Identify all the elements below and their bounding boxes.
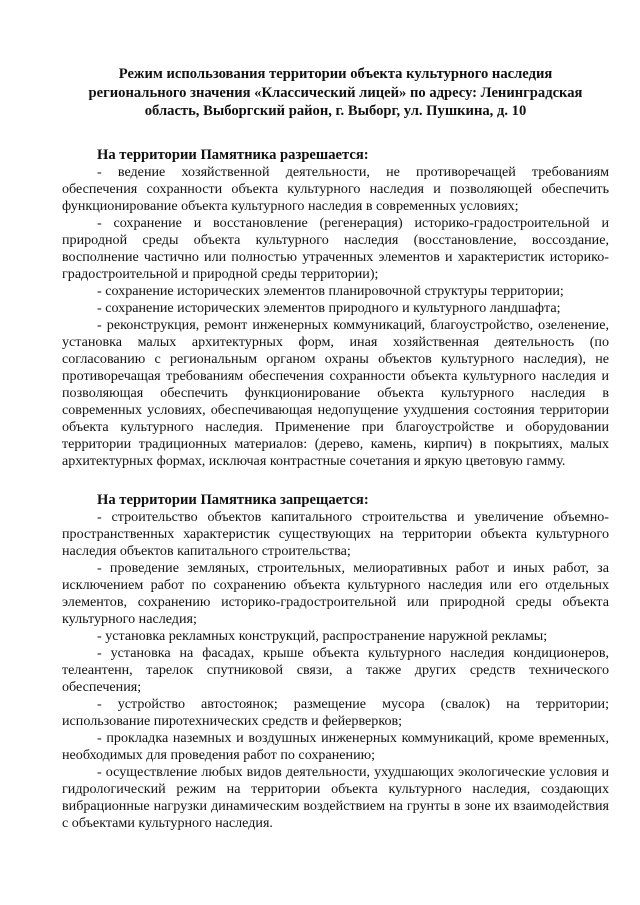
forbidden-item: - прокладка наземных и воздушных инженерных коммуникаций, кроме временных, необходимых для проведения работ по сохранению; <box>62 729 609 763</box>
forbidden-item: - осуществление любых видов деятельности, ухудшающих экологические условия и гидрологический режим на территории объекта культурного наследия, создающих вибрационные нагрузки динамическим воздействием на грунты в зоне их взаимодействия с объектами культурного наследия. <box>62 763 609 831</box>
forbidden-item: - установка на фасадах, крыше объекта культурного наследия кондиционеров, телеантенн, тарелок спутниковой связи, а также других средств технического обеспечения; <box>62 644 609 695</box>
allowed-heading: На территории Памятника разрешается: <box>97 146 369 163</box>
forbidden-item: - установка рекламных конструкций, распространение наружной рекламы; <box>97 627 548 644</box>
allowed-item: - ведение хозяйственной деятельности, не противоречащей требованиям обеспечения сохранности объекта культурного наследия и позволяющей обеспечить функционирование объекта культурного наследия в современных условиях; <box>62 163 609 214</box>
allowed-item: - сохранение исторических элементов природного и культурного ландшафта; <box>97 299 561 316</box>
forbidden-item: - строительство объектов капитального строительства и увеличение объемно-пространственных характеристик существующих на территории объекта культурного наследия объектов капитального строительства; <box>62 508 609 559</box>
forbidden-heading: На территории Памятника запрещается: <box>97 491 369 508</box>
allowed-item: - сохранение и восстановление (регенерация) историко-градостроительной и природной среды объекта культурного наследия (восстановление, воссоздание, восполнение частично или полностью утраченных элементов и характеристик историко-градостроительной и природной среды территории); <box>62 214 609 282</box>
forbidden-item: - устройство автостоянок; размещение мусора (свалок) на территории; использование пиротехнических средств и фейерверков; <box>62 695 609 729</box>
document-page <box>62 65 609 832</box>
allowed-item: - реконструкция, ремонт инженерных коммуникаций, благоустройство, озеленение, установка малых архитектурных форм, иная хозяйственная деятельность (по согласованию с региональным органом охраны объектов культурного наследия), не противоречащая требованиям обеспечения сохранности объекта культурного наследия и позволяющая обеспечить функционирование объекта культурного наследия в современных условиях, обеспечивающая недопущение ухудшения состояния территории объекта культурного наследия. Применение при благоустройстве и оборудовании территории традиционных материалов: (дерево, камень, кирпич) в покрытиях, малых архитектурных формах, исключая контрастные сочетания и яркую цветовую гамму. <box>62 316 609 469</box>
allowed-item: - сохранение исторических элементов планировочной структуры территории; <box>97 282 564 299</box>
forbidden-item: - проведение земляных, строительных, мелиоративных работ и иных работ, за исключением работ по сохранению объекта культурного наследия или его отдельных элементов, сохранению историко-градостроительной или природной среды объекта культурного наследия; <box>62 559 609 627</box>
document-title: Режим использования территории объекта культурного наследия регионального значения «Классический лицей» по адресу: Ленинградская область, Выборгский район, г. Выборг, ул. Пушкина, д. 10 <box>88 66 583 119</box>
